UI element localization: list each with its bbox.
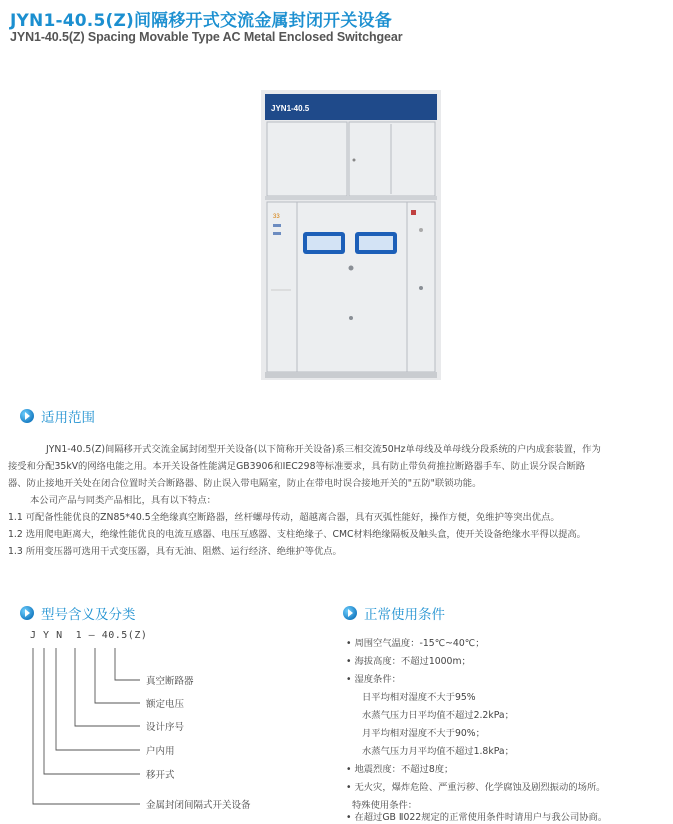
conditions-heading: 正常使用条件 xyxy=(343,603,445,623)
scope-line: 本公司产品与同类产品相比，具有以下特点： xyxy=(30,495,216,506)
model-meaning: 移开式 xyxy=(146,770,175,781)
model-meaning: 设计序号 xyxy=(146,722,185,733)
condition-item: 水蒸气压力月平均值不超过1.8kPa； xyxy=(362,746,514,757)
page-title: JYN1-40.5(Z)间隔移开式交流金属封闭开关设备 xyxy=(10,11,392,31)
play-bullet-icon xyxy=(343,606,357,620)
switchgear-cabinet-image xyxy=(261,90,441,380)
play-bullet-icon xyxy=(20,409,34,423)
scope-line: 1.2 选用爬电距离大，绝缘性能优良的电流互感器、电压互感器、支柱绝缘子、CMC材料绝缘隔板及触头盒，使开关设备绝缘水平得以提高。 xyxy=(8,529,586,540)
condition-item: • 海拔高度：不超过1000m； xyxy=(346,656,471,667)
scope-line: 1.1 可配备性能优良的ZN85*40.5全绝缘真空断路器，丝杆螺母传动，超越离合器，具有灭弧性能好，操作方便，免维护等突出优点。 xyxy=(8,512,560,523)
scope-line: JYN1-40.5(Z)间隔移开式交流金属封闭型开关设备(以下简称开关设备)系三相交流50Hz单母线及单母线分段系统的户内成套装置，作为 xyxy=(46,444,601,455)
condition-item: 月平均相对湿度不大于90%； xyxy=(362,728,485,739)
condition-item: 特殊使用条件： xyxy=(352,800,418,811)
cabinet-panel-label: 33 xyxy=(273,214,280,220)
condition-item: • 湿度条件： xyxy=(346,674,401,685)
condition-item: 日平均相对湿度不大于95% xyxy=(362,692,476,703)
play-bullet-icon xyxy=(20,606,34,620)
model-meaning: 额定电压 xyxy=(146,699,185,710)
cabinet-nameplate: JYN1-40.5 xyxy=(271,104,310,113)
scope-line: 器、防止接地开关处在闭合位置时关合断路器、防止误入带电隔室，防止在带电时误合接地开关的"五防"联锁功能。 xyxy=(8,478,482,489)
model-meaning: 真空断路器 xyxy=(146,676,194,687)
model-meaning: 户内用 xyxy=(146,746,175,757)
condition-item: • 地震烈度：不超过8度； xyxy=(346,764,454,775)
scope-heading: 适用范围 xyxy=(20,406,95,426)
page-subtitle: JYN1-40.5(Z) Spacing Movable Type AC Metal Enclosed Switchgear xyxy=(10,30,403,44)
condition-item: • 周围空气温度：-15℃~40℃； xyxy=(346,638,485,649)
model-meaning: 金属封闭间隔式开关设备 xyxy=(146,800,251,811)
scope-line: 1.3 所用变压器可选用干式变压器，具有无油、阻燃、运行经济、绝维护等优点。 xyxy=(8,546,342,557)
scope-line: 接受和分配35kV的网络电能之用。本开关设备性能满足GB3906和IEC298等标准要求，具有防止带负荷推拉断路器手车、防止误分误合断路 xyxy=(8,461,586,472)
model-heading: 型号含义及分类 xyxy=(20,603,136,623)
condition-item: • 无火灾，爆炸危险、严重污秽、化学腐蚀及剧烈振动的场所。 xyxy=(346,782,606,793)
condition-item: • 在超过GB Ⅱ022规定的正常使用条件时请用户与我公司协商。 xyxy=(346,812,608,823)
model-code: J Y N 1 – 40.5(Z) xyxy=(30,630,148,641)
condition-item: 水蒸气压力日平均值不超过2.2kPa； xyxy=(362,710,514,721)
